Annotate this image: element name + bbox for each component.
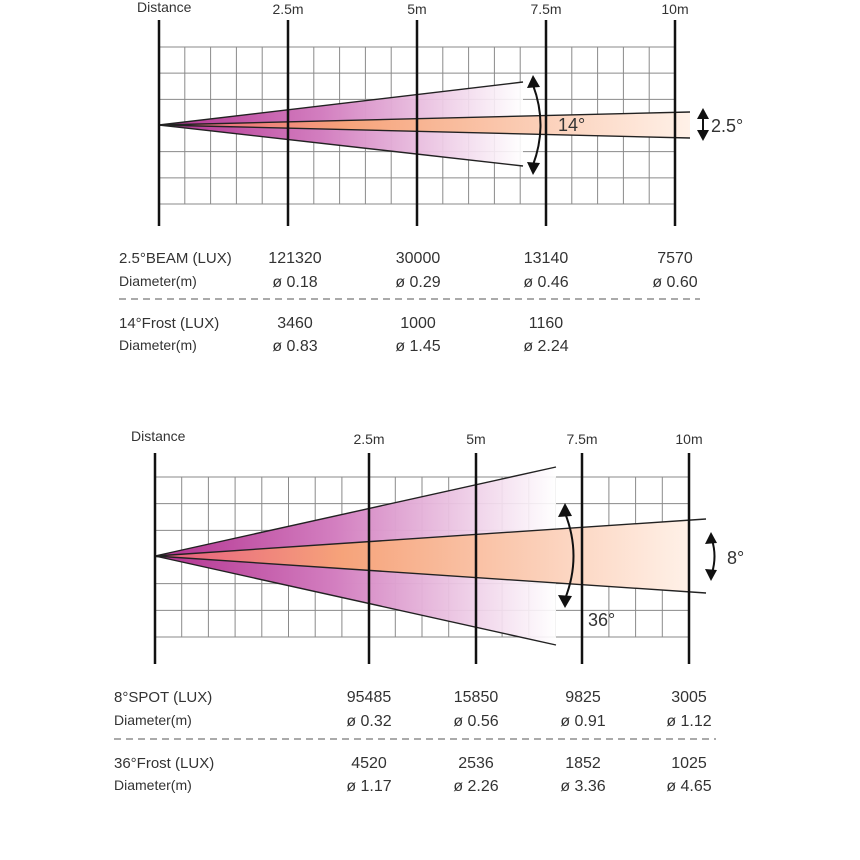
table-cell: ø 1.17 [346,778,392,795]
arrow-head-icon [705,532,717,544]
table-cell: ø 4.65 [666,778,712,795]
table-cell: 1000 [400,315,436,332]
table-cell: 1025 [671,755,707,772]
beam-angle-arrow [712,540,715,573]
table-cell: ø 0.60 [652,274,698,291]
frost-angle-label: 36° [588,610,616,630]
table-cell: 13140 [523,250,569,267]
row-label: 36°Frost (LUX) [114,755,215,772]
table-cell: 95485 [346,689,392,706]
row-label: Diameter(m) [119,273,197,289]
table-cell: 4520 [351,755,387,772]
distance-tick: 5m [407,1,427,17]
table-cell: ø 0.83 [272,338,318,355]
row-label: Diameter(m) [119,337,197,353]
diagram-1 [119,0,743,355]
table-cell: ø 3.36 [560,778,606,795]
distance-tick: 7.5m [566,431,598,447]
table-cell: ø 1.12 [666,713,712,730]
table-cell: ø 0.46 [523,274,569,291]
distance-tick: 10m [675,431,703,447]
table-cell: ø 1.45 [395,338,441,355]
distance-tick: 7.5m [530,1,562,17]
table-cell: 7570 [657,250,693,267]
table-cell: 3005 [671,689,707,706]
beam-angle-label: 2.5° [711,116,744,136]
table-cell: ø 2.24 [523,338,569,355]
distance-tick: 2.5m [353,431,385,447]
table-cell: ø 0.32 [346,713,392,730]
frost-angle-label: 14° [558,115,586,135]
distance-tick: 2.5m [272,1,304,17]
table-cell: ø 2.26 [453,778,499,795]
arrow-head-icon [558,503,572,517]
row-label: 2.5°BEAM (LUX) [119,250,232,267]
table-cell: 30000 [395,250,441,267]
distance-tick: 5m [466,431,486,447]
table-cell: ø 0.91 [560,713,606,730]
arrow-head-icon [697,108,709,119]
table-cell: 3460 [277,315,313,332]
table-cell: 1852 [565,755,601,772]
table-cell: 2536 [458,755,494,772]
arrow-head-icon [558,595,572,608]
arrow-head-icon [527,162,540,175]
row-label: 8°SPOT (LUX) [114,689,213,706]
arrow-head-icon [697,130,709,141]
photometric-table [114,689,716,795]
table-cell: ø 0.56 [453,713,499,730]
photometric-table [119,250,700,355]
arrow-head-icon [527,75,540,88]
distance-label: Distance [131,428,186,444]
row-label: Diameter(m) [114,777,192,793]
beam-angle-label: 8° [727,548,745,568]
distance-label: Distance [137,0,192,15]
row-label: Diameter(m) [114,712,192,728]
distance-tick: 10m [661,1,689,17]
row-label: 14°Frost (LUX) [119,315,220,332]
diagram-2 [114,428,744,795]
table-cell: 15850 [453,689,499,706]
table-cell: 1160 [528,315,564,332]
table-cell: ø 0.29 [395,274,441,291]
table-cell: 9825 [565,689,601,706]
table-cell: ø 0.18 [272,274,318,291]
table-cell: 121320 [268,250,322,267]
arrow-head-icon [705,569,717,581]
